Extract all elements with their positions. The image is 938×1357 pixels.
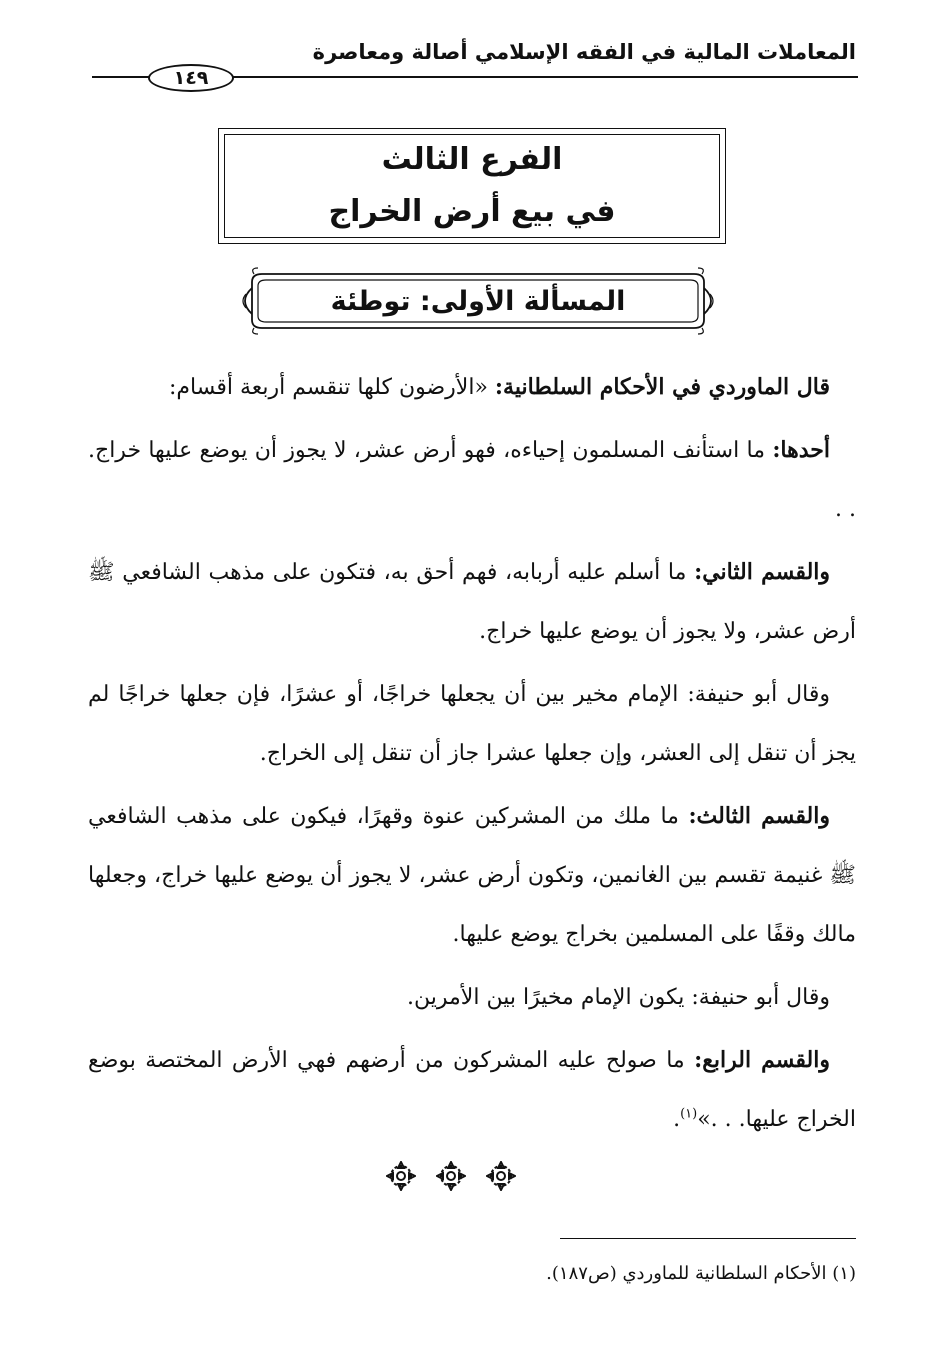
paragraph-text: وقال أبو حنيفة: الإمام مخير بين أن يجعلها خراجًا، أو عشرًا، فإن جعلها خراجًا لم يجز أن تنقل إلى العشر، وإن جعلها عشرا جاز أن تنقل إلى الخراج. bbox=[88, 682, 856, 766]
footnote bbox=[546, 1263, 856, 1284]
paragraph-text: ما ملك من المشركين عنوة وقهرًا، فيكون على مذهب الشافعي ﷺ غنيمة تقسم بين الغانمين، وتكون أرض عشر، لا يجوز أن يوضع عليها خراج، وجعلها مالك وقفًا على المسلمين بخراج يوضع عليها. bbox=[88, 804, 856, 947]
branch-heading-line1: الفرع الثالث bbox=[381, 142, 563, 177]
branch-heading-line2: في بيع أرض الخراج bbox=[328, 194, 616, 229]
paragraph-lead: والقسم الرابع: bbox=[694, 1047, 830, 1073]
paragraph-text: وقال أبو حنيفة: يكون الإمام مخيرًا بين الأمرين. bbox=[407, 985, 830, 1010]
issue-heading-title: المسألة الأولى: توطئة bbox=[330, 285, 626, 317]
paragraph-lead: والقسم الثالث: bbox=[688, 803, 830, 829]
branch-heading-box bbox=[218, 128, 726, 244]
paragraph-text: «الأرضون كلها تنقسم أربعة أقسام: bbox=[168, 375, 495, 400]
paragraph bbox=[88, 421, 856, 539]
paragraph bbox=[88, 787, 856, 964]
section-end-ornaments bbox=[386, 1158, 516, 1194]
paragraph-lead: والقسم الثاني: bbox=[694, 559, 831, 585]
issue-heading-box bbox=[234, 266, 722, 336]
paragraph-lead: قال الماوردي في الأحكام السلطانية: bbox=[494, 374, 830, 400]
paragraph bbox=[88, 543, 856, 661]
flower-ornament-icon bbox=[386, 1161, 416, 1191]
paragraph-text: ما أسلم عليه أربابه، فهم أحق به، فتكون على مذهب الشافعي ﷺ أرض عشر، ولا يجوز أن يوضع عليها خراج. bbox=[88, 560, 856, 644]
page-number: ١٤٩ bbox=[148, 64, 234, 92]
flower-ornament-icon bbox=[486, 1161, 516, 1191]
footnote-text: الأحكام السلطانية للماوردي (ص١٨٧). bbox=[546, 1263, 827, 1284]
paragraph bbox=[88, 358, 856, 417]
paragraph bbox=[88, 665, 856, 783]
footnote-marker: (١) bbox=[832, 1263, 856, 1284]
footnote-reference[interactable]: (١) bbox=[680, 1106, 698, 1122]
paragraph: والقسم الرابع: ما صولح عليه المشركون من أرضهم فهي الأرض المختصة بوضع الخراج عليها. . .»$^{(١)}$. bbox=[88, 1047, 856, 1132]
flower-ornament-icon bbox=[436, 1161, 466, 1191]
footnote-separator bbox=[560, 1238, 856, 1239]
body-text bbox=[88, 358, 856, 1153]
paragraph-text: ما استأنف المسلمون إحياءه، فهو أرض عشر، لا يجوز أن يوضع عليها خراج. . . bbox=[88, 438, 856, 522]
paragraph bbox=[88, 968, 856, 1027]
running-header-title: المعاملات المالية في الفقه الإسلامي أصالة ومعاصرة bbox=[312, 40, 856, 64]
branch-heading bbox=[218, 128, 726, 244]
paragraph-lead: أحدها: bbox=[772, 437, 830, 463]
paragraph-text: ما صولح عليه المشركون من أرضهم فهي الأرض المختصة بوضع الخراج عليها. . .» bbox=[88, 1048, 856, 1132]
